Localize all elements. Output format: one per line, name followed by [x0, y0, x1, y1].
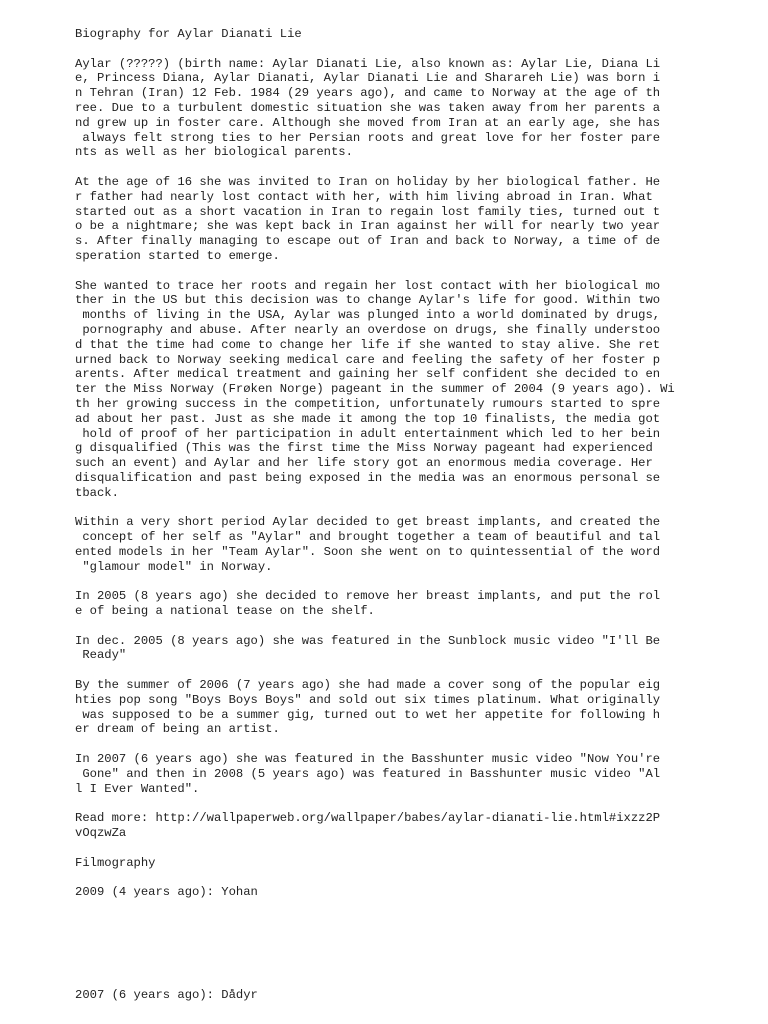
text-line: urned back to Norway seeking medical care and feeling the safety of her foster p	[75, 352, 661, 367]
text-line: She wanted to trace her roots and regain her lost contact with her biological mo	[75, 278, 661, 293]
text-line: nts as well as her biological parents.	[75, 145, 353, 160]
filmography-heading: Filmography	[75, 855, 156, 870]
document-title: Biography for Aylar Dianati Lie	[75, 27, 302, 41]
text-line: months of living in the USA, Aylar was plunged into a world dominated by drugs,	[75, 308, 661, 323]
paragraph	[75, 589, 695, 619]
text-line: nd grew up in foster care. Although she moved from Iran at an early age, she has	[75, 115, 661, 130]
text-line: Ready"	[75, 648, 127, 663]
text-line: d that the time had come to change her life if she wanted to stay alive. She ret	[75, 337, 661, 352]
paragraph	[75, 279, 695, 501]
text-line: l I Ever Wanted".	[75, 781, 200, 796]
text-line: was supposed to be a summer gig, turned out to wet her appetite for following h	[75, 707, 661, 722]
paragraph	[75, 634, 695, 664]
text-line: ther in the US but this decision was to change Aylar's life for good. Within two	[75, 293, 661, 308]
text-line: e, Princess Diana, Aylar Dianati, Aylar Dianati Lie and Sharareh Lie) was born i	[75, 71, 661, 86]
biography-body	[75, 57, 695, 841]
text-line: ree. Due to a turbulent domestic situation she was taken away from her parents a	[75, 100, 661, 115]
text-line: "glamour model" in Norway.	[75, 559, 273, 574]
text-line: pornography and abuse. After nearly an overdose on drugs, she finally understoo	[75, 322, 661, 337]
text-line: ter the Miss Norway (Frøken Norge) pageant in the summer of 2004 (9 years ago). Wi	[75, 382, 675, 397]
text-line: g disqualified (This was the first time the Miss Norway pageant had experienced	[75, 441, 653, 456]
text-line: ented models in her "Team Aylar". Soon she went on to quintessential of the word	[75, 544, 661, 559]
text-line: n Tehran (Iran) 12 Feb. 1984 (29 years ago), and came to Norway at the age of th	[75, 86, 661, 101]
paragraph	[75, 515, 695, 574]
paragraph	[75, 678, 695, 737]
text-line: concept of her self as "Aylar" and brought together a team of beautiful and tal	[75, 530, 661, 545]
text-line: such an event) and Aylar and her life story got an enormous media coverage. Her	[75, 456, 653, 471]
paragraph	[75, 811, 695, 841]
text-line: In dec. 2005 (8 years ago) she was featured in the Sunblock music video "I'll Be	[75, 633, 661, 648]
paragraph	[75, 57, 695, 161]
text-line: Gone" and then in 2008 (5 years ago) was featured in Basshunter music video "Al	[75, 766, 661, 781]
text-line: Within a very short period Aylar decided to get breast implants, and created the	[75, 515, 661, 530]
paragraph	[75, 752, 695, 796]
text-line: disqualification and past being exposed in the media was an enormous personal se	[75, 470, 661, 485]
document-page	[75, 27, 695, 1003]
filmography-entry: 2007 (6 years ago): Dådyr	[75, 988, 258, 1003]
text-line: Read more: http://wallpaperweb.org/wallpaper/babes/aylar-dianati-lie.html#ixzz2P	[75, 811, 661, 826]
text-line: speration started to emerge.	[75, 248, 280, 263]
text-line: ad about her past. Just as she made it among the top 10 finalists, the media got	[75, 411, 661, 426]
page-gap	[75, 900, 695, 988]
text-line: s. After finally managing to escape out of Iran and back to Norway, a time of de	[75, 234, 661, 249]
text-line: r father had nearly lost contact with her, with him living abroad in Iran. What	[75, 189, 653, 204]
text-line: o be a nightmare; she was kept back in Iran against her will for nearly two year	[75, 219, 661, 234]
text-line: Aylar (?????) (birth name: Aylar Dianati Lie, also known as: Aylar Lie, Diana Li	[75, 56, 661, 71]
text-line: In 2005 (8 years ago) she decided to remove her breast implants, and put the rol	[75, 589, 661, 604]
text-line: arents. After medical treatment and gaining her self confident she decided to en	[75, 367, 661, 382]
text-line: hold of proof of her participation in adult entertainment which led to her bein	[75, 426, 661, 441]
text-line: By the summer of 2006 (7 years ago) she had made a cover song of the popular eig	[75, 678, 661, 693]
text-line: tback.	[75, 485, 119, 500]
paragraph	[75, 175, 695, 264]
text-line: At the age of 16 she was invited to Iran on holiday by her biological father. He	[75, 174, 661, 189]
text-line: In 2007 (6 years ago) she was featured in the Basshunter music video "Now You're	[75, 752, 661, 767]
filmography-entry: 2009 (4 years ago): Yohan	[75, 885, 258, 900]
text-line: er dream of being an artist.	[75, 722, 280, 737]
text-line: always felt strong ties to her Persian roots and great love for her foster pare	[75, 130, 661, 145]
text-line: e of being a national tease on the shelf.	[75, 604, 375, 619]
text-line: started out as a short vacation in Iran to regain lost family ties, turned out t	[75, 204, 661, 219]
text-line: th her growing success in the competition, unfortunately rumours started to spre	[75, 396, 661, 411]
text-line: vOqzwZa	[75, 826, 127, 841]
text-line: hties pop song "Boys Boys Boys" and sold out six times platinum. What originally	[75, 692, 661, 707]
